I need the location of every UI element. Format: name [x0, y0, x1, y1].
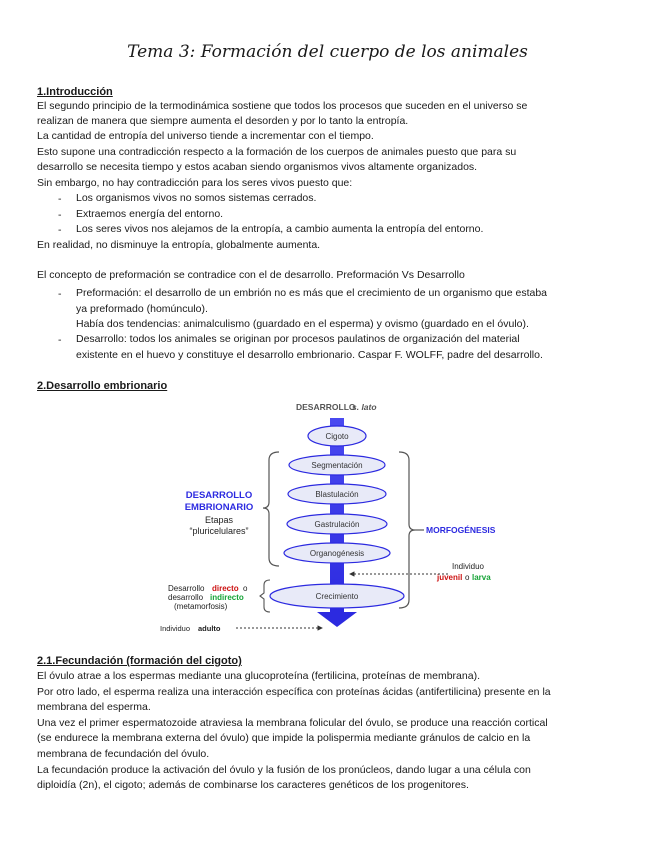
diagram-top-label: DESARROLLO	[296, 402, 356, 412]
label-adulto-pre: Individuo	[160, 624, 191, 633]
diagram-arrowhead	[317, 612, 357, 627]
paragraph-line: membrana de fecundación del óvulo.	[37, 748, 210, 760]
right-bracket	[399, 452, 415, 608]
label-desarrollo-embrionario-1: DESARROLLO	[185, 490, 253, 501]
diagram-top-label-italic: s. lato	[352, 402, 377, 412]
stage-crecimiento	[270, 584, 404, 608]
stage-label: Blastulación	[315, 490, 359, 499]
label-pluricelulares: “pluricelulares”	[189, 526, 249, 536]
list-item: Los organismos vivos no somos sistemas cerrados.	[76, 192, 317, 204]
label-o: o	[465, 573, 470, 582]
list-item-continuation: ya preformado (homúnculo).	[76, 303, 208, 315]
stage-label: Organogénesis	[309, 549, 365, 558]
label-morfogenesis: MORFOGÉNESIS	[426, 525, 496, 535]
stage-blastulacion	[288, 484, 386, 504]
bullet-dash: -	[58, 288, 62, 300]
label-individuo: Individuo	[451, 562, 485, 571]
paragraph-line: Sin embargo, no hay contradicción para los seres vivos puesto que:	[37, 177, 353, 189]
page-title: Tema 3: Formación del cuerpo de los animales	[127, 42, 528, 62]
label-metamorfosis: (metamorfosis)	[174, 602, 228, 611]
bullet-dash: -	[58, 224, 62, 236]
paragraph-line: La cantidad de entropía del universo tiende a incrementar con el tiempo.	[37, 130, 374, 142]
list-item-preformacion: Preformación: el desarrollo de un embrión no es más que el crecimiento de un organismo que estaba	[76, 287, 548, 299]
label-larva: larva	[472, 573, 491, 582]
paragraph-line: En realidad, no disminuye la entropía, globalmente aumenta.	[37, 239, 321, 251]
paragraph-line: (se endurece la membrana externa del óvulo) que impide la polispermia mediante gránulos de calcio en la	[37, 732, 531, 744]
list-item: Extraemos energía del entorno.	[76, 208, 224, 220]
paragraph-line: Esto supone una contradicción respecto a la formación de los cuerpos de animales puesto que para su	[37, 146, 517, 158]
label-indirecto: indirecto	[210, 593, 244, 602]
left-bracket	[263, 452, 279, 566]
paragraph-line: diploidía (2n), el cigoto; además de combinarse los caracteres genéticos de los progenitores.	[37, 779, 469, 791]
stage-gastrulacion	[287, 514, 387, 534]
stage-organogenesis	[284, 543, 390, 563]
paragraph-line: membrana del esperma.	[37, 701, 151, 713]
label-desarrollo-embrionario-2: EMBRIONARIO	[184, 502, 254, 513]
paragraph-line: El concepto de preformación se contradice con el de desarrollo. Preformación Vs Desarrollo	[37, 269, 465, 281]
label-adulto: adulto	[198, 624, 221, 633]
paragraph-line: desarrollo se necesita tiempo y estos acaban siendo organismos vivos altamente organizados.	[37, 161, 478, 173]
stage-label: Cigoto	[325, 432, 349, 441]
bullet-dash: -	[58, 193, 62, 205]
stage-label: Segmentación	[311, 461, 363, 470]
label-directo-post: o	[243, 584, 248, 593]
bullet-dash: -	[58, 209, 62, 221]
stage-cigoto	[308, 426, 366, 446]
list-item-continuation: Había dos tendencias: animalculismo (guardado en el esperma) y ovismo (guardado en el óvulo).	[76, 318, 529, 330]
paragraph-line: Por otro lado, el esperma realiza una interacción específica con proteínas ácidas (antifertilicina) presente en la	[37, 686, 551, 698]
label-directo-pre: Desarrollo	[168, 584, 205, 593]
list-item-continuation: existente en el huevo y constituye el desarrollo embrionario. Caspar F. WOLFF, padre del desarrollo.	[76, 349, 543, 361]
label-indirecto-pre: desarrollo	[168, 593, 204, 602]
label-juvenil: juvenil	[437, 573, 463, 582]
paragraph-line: El segundo principio de la termodinámica sostiene que todos los procesos que suceden en el universo se	[37, 100, 528, 112]
section-heading-desarrollo-embrionario: 2.Desarrollo embrionario	[37, 380, 168, 392]
small-bracket	[260, 580, 270, 612]
list-item-desarrollo: Desarrollo: todos los animales se originan por procesos paulatinos de organización del material	[76, 333, 520, 345]
paragraph-line: realizan de manera que siempre aumenta el desorden y por lo tanto la entropía.	[37, 115, 409, 127]
list-item: Los seres vivos nos alejamos de la entropía, a cambio aumenta la entropía del entorno.	[76, 223, 484, 235]
paragraph-line: Una vez el primer espermatozoide atraviesa la membrana folicular del óvulo, se produce una reacción cortical	[37, 717, 548, 729]
stage-segmentacion	[289, 455, 385, 475]
paragraph-line: La fecundación produce la activación del óvulo y la fusión de los pronúcleos, dando lugar a una célula con	[37, 764, 531, 776]
stage-label: Gastrulación	[314, 520, 360, 529]
section-heading-fecundacion: 2.1.Fecundación (formación del cigoto)	[37, 655, 242, 667]
stage-label: Crecimiento	[315, 592, 359, 601]
label-directo: directo	[212, 584, 239, 593]
section-heading-introduccion: 1.Introducción	[37, 86, 113, 98]
label-etapas: Etapas	[204, 515, 234, 525]
bullet-dash: -	[58, 334, 62, 346]
paragraph-line: El óvulo atrae a los espermas mediante una glucoproteína (fertilicina, proteínas de membrana).	[37, 670, 480, 682]
